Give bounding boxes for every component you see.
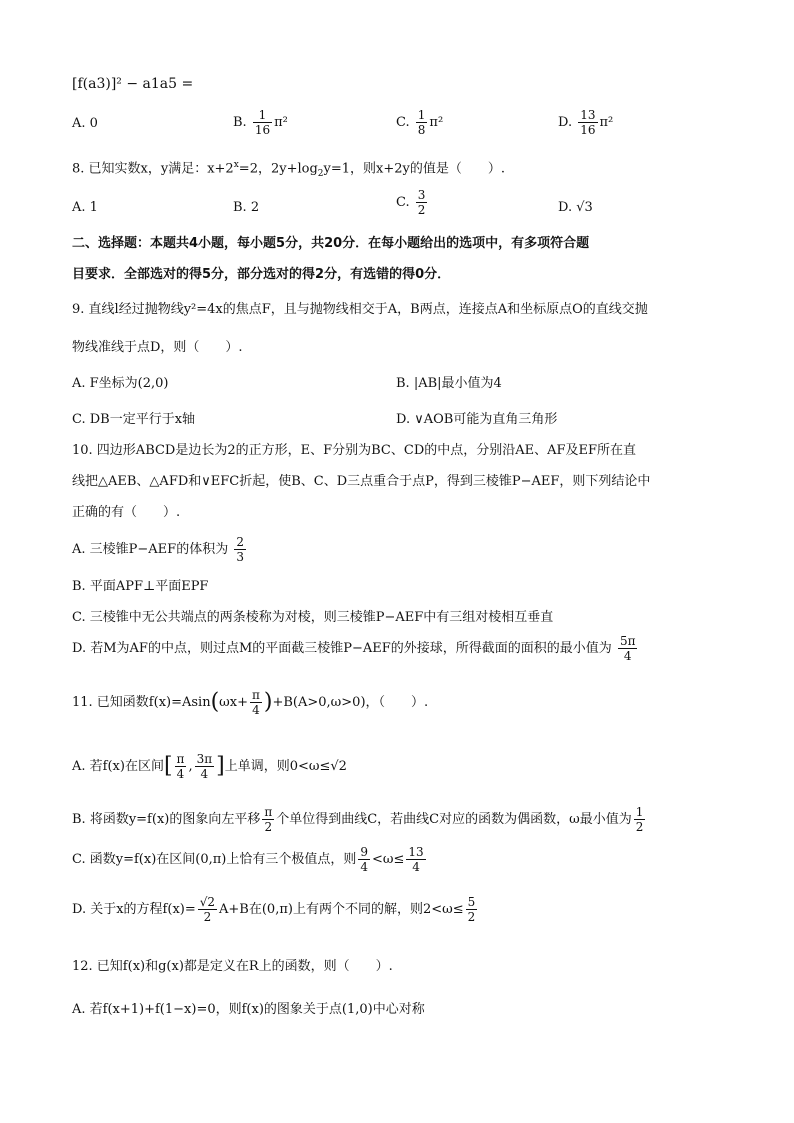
q8-option-b: B. 2 xyxy=(233,200,260,215)
q7-option-a: A. 0 xyxy=(72,116,98,131)
q10-line1: 10. 四边形ABCD是边长为2的正方形，E、F分别为BC、CD的中点，分别沿AE、AF及EF所在直 xyxy=(72,443,637,458)
q12-stem: 12. 已知f(x)和g(x)都是定义在R上的函数，则（ ）. xyxy=(72,959,393,974)
q12-option-a: A. 若f(x+1)+f(1−x)=0，则f(x)的图象关于点(1,0)中心对称 xyxy=(72,1002,425,1017)
section2-line1: 二、选择题：本题共4小题，每小题5分，共20分．在每小题给出的选项中，有多项符合题 xyxy=(72,236,590,251)
q10-option-d: D. 若M为AF的中点，则过点M的平面截三棱锥P−AEF的外接球，所得截面的面积的最小值为 $\frac{5\pi}{4}$ xyxy=(72,634,636,663)
q11-option-d: D. 关于x的方程f(x)= $\frac{√2}{2}$ A+B在(0,π)上有两个不同的解，则2<ω≤ $\frac{5}{2}$ xyxy=(72,895,476,924)
q10-option-a: A. 三棱锥P−AEF的体积为 $\frac{2}{3}$ xyxy=(72,535,244,564)
q10-option-c: C. 三棱锥中无公共端点的两条棱称为对棱，则三棱锥P−AEF中有三组对棱相互垂直 xyxy=(72,610,554,625)
q8-option-d: D. √3 xyxy=(558,200,593,215)
q11-option-b: B. 将函数y=f(x)的图象向左平移 $\frac{\pi}{2}$ 个单位得到曲线C，若曲线C对应的函数为偶函数，ω最小值为 $\frac{1}{2}$ xyxy=(72,805,644,834)
q9-line2: 物线准线于点D，则（ ）. xyxy=(72,340,243,355)
q9-line1: 9. 直线l经过抛物线y²=4x的焦点F，且与抛物线相交于A，B两点，连接点A和坐标原点O的直线交抛 xyxy=(72,302,648,317)
top-expression: [f(a3)]² − a1a5 = xyxy=(72,76,194,92)
q9-option-b: B. |AB|最小值为4 xyxy=(396,376,502,391)
q11-option-a: A. 若f(x)在区间[ $\frac{\pi}{4}$ , $\frac{3\pi}{4}$ ]上单调，则0<ω≤√2 xyxy=(72,752,347,781)
q9-option-a: A. F坐标为(2,0) xyxy=(72,376,169,391)
q10-option-b: B. 平面APF⊥平面EPF xyxy=(72,579,209,594)
q10-line3: 正确的有（ ）. xyxy=(72,505,181,520)
q11-option-c: C. 函数y=f(x)在区间(0,π)上恰有三个极值点，则 $\frac{9}{4}$ <ω≤ $\frac{13}{4}$ xyxy=(72,845,424,874)
q8-stem: 8. 已知实数x，y满足：$x+2^x=2$，$2y+\log_2y=1$，则x+2y的值是（ ）. xyxy=(72,160,505,179)
q7-option-b: B. $\frac{1}{16}$ π² xyxy=(233,108,288,137)
q9-option-c: C. DB一定平行于x轴 xyxy=(72,412,196,427)
q8-option-a: A. 1 xyxy=(72,200,98,215)
q11-stem: 11. 已知函数f(x)=Asin(ωx+ $\frac{\pi}{4}$ )+B(A>0,ω>0)，（ ）. xyxy=(72,688,429,717)
q7-option-c: C. $\frac{1}{8}$ π² xyxy=(396,108,444,137)
q7-option-d: D. $\frac{13}{16}$ π² xyxy=(558,108,614,137)
q9-option-d: D. ∨AOB可能为直角三角形 xyxy=(396,412,558,427)
q8-option-c: C. $\frac{3}{2}$ xyxy=(396,188,426,217)
section2-line2: 目要求．全部选对的得5分，部分选对的得2分，有选错的得0分． xyxy=(72,267,451,282)
q10-line2: 线把△AEB、△AFD和∨EFC折起，使B、C、D三点重合于点P，得到三棱锥P−AEF，则下列结论中 xyxy=(72,474,651,489)
